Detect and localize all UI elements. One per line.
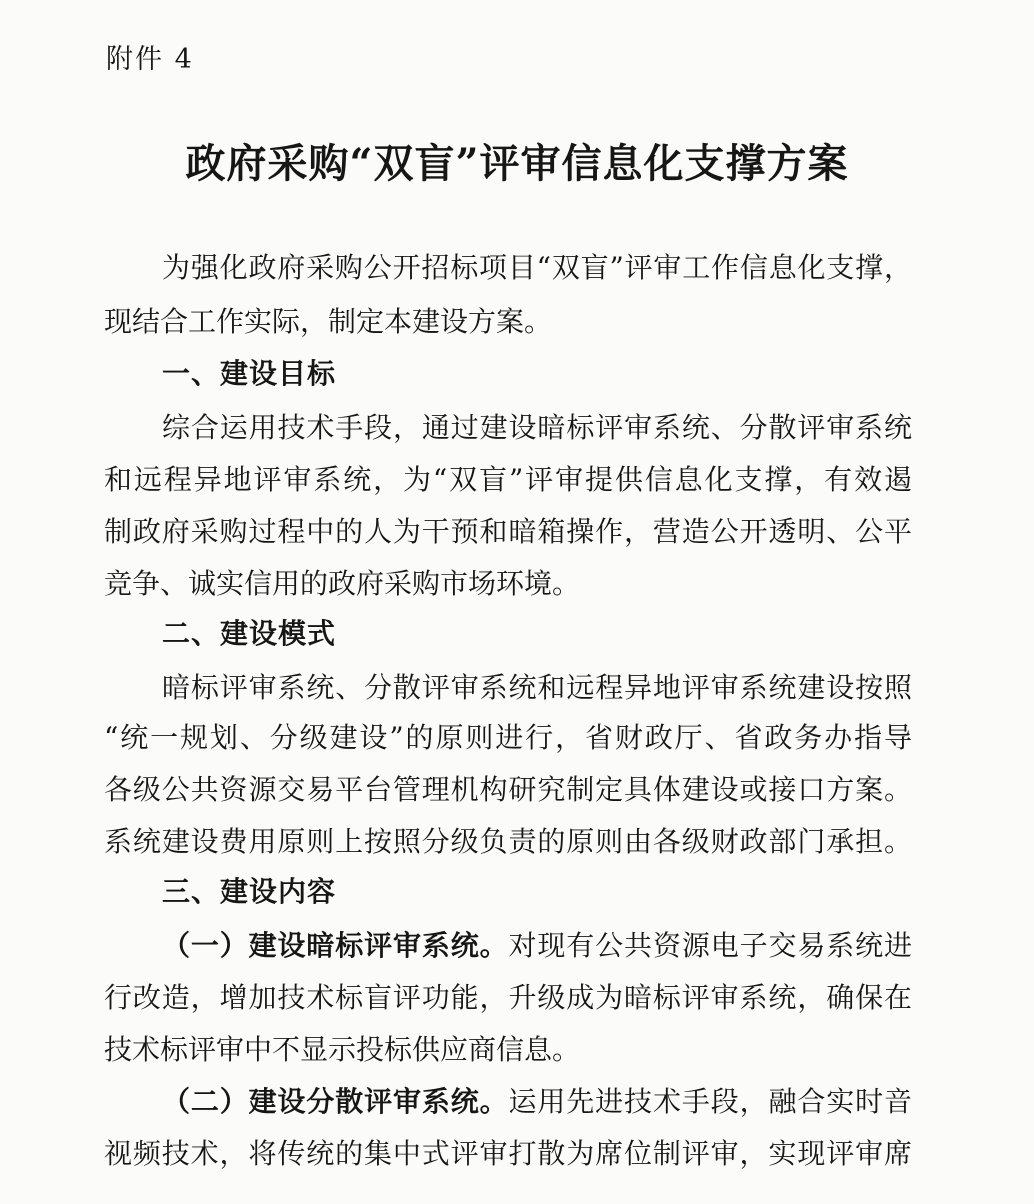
paragraph-line: 和远程异地评审系统，为“双盲”评审提供信息化支撑，有效遏 [104,463,912,496]
subsection-title: （一）建设暗标评审系统。 [162,929,509,962]
paragraph-text: 对现有公共资源电子交易系统进 [508,929,912,962]
section-heading: 三、建设内容 [162,875,337,908]
paragraph-text: 运用先进技术手段，融合实时音 [508,1085,912,1118]
intro-line: 为强化政府采购公开招标项目“双盲”评审工作信息化支撑， [162,251,912,284]
section-heading: 二、建设模式 [162,617,337,650]
annex-label: 附件 4 [106,44,194,75]
paragraph-line [162,1080,912,1124]
paragraph-line [162,924,912,968]
subsection-title: （二）建设分散评审系统。 [162,1085,509,1118]
paragraph-line: 制政府采购过程中的人为干预和暗箱操作，营造公开透明、公平 [104,515,912,548]
paragraph-line: 行改造，增加技术标盲评功能，升级成为暗标评审系统，确保在 [104,981,912,1014]
paragraph-line: 综合运用技术手段，通过建设暗标评审系统、分散评审系统 [162,411,912,444]
paragraph-line: 竞争、诚实信用的政府采购市场环境。 [104,567,581,600]
paragraph-line: 技术标评审中不显示投标供应商信息。 [104,1033,581,1066]
paragraph-line: 视频技术，将传统的集中式评审打散为席位制评审，实现评审席 [104,1137,912,1170]
paragraph-line: 系统建设费用原则上按照分级负责的原则由各级财政部门承担。 [104,825,912,858]
document-title: 政府采购“双盲”评审信息化支撑方案 [185,140,849,187]
paragraph-line: 暗标评审系统、分散评审系统和远程异地评审系统建设按照 [162,671,912,704]
paragraph-line: 各级公共资源交易平台管理机构研究制定具体建设或接口方案。 [104,773,912,806]
section-heading: 一、建设目标 [162,357,337,390]
intro-line: 现结合工作实际，制定本建设方案。 [104,305,553,338]
paragraph-line: “统一规划、分级建设”的原则进行，省财政厅、省政务办指导 [104,721,912,754]
